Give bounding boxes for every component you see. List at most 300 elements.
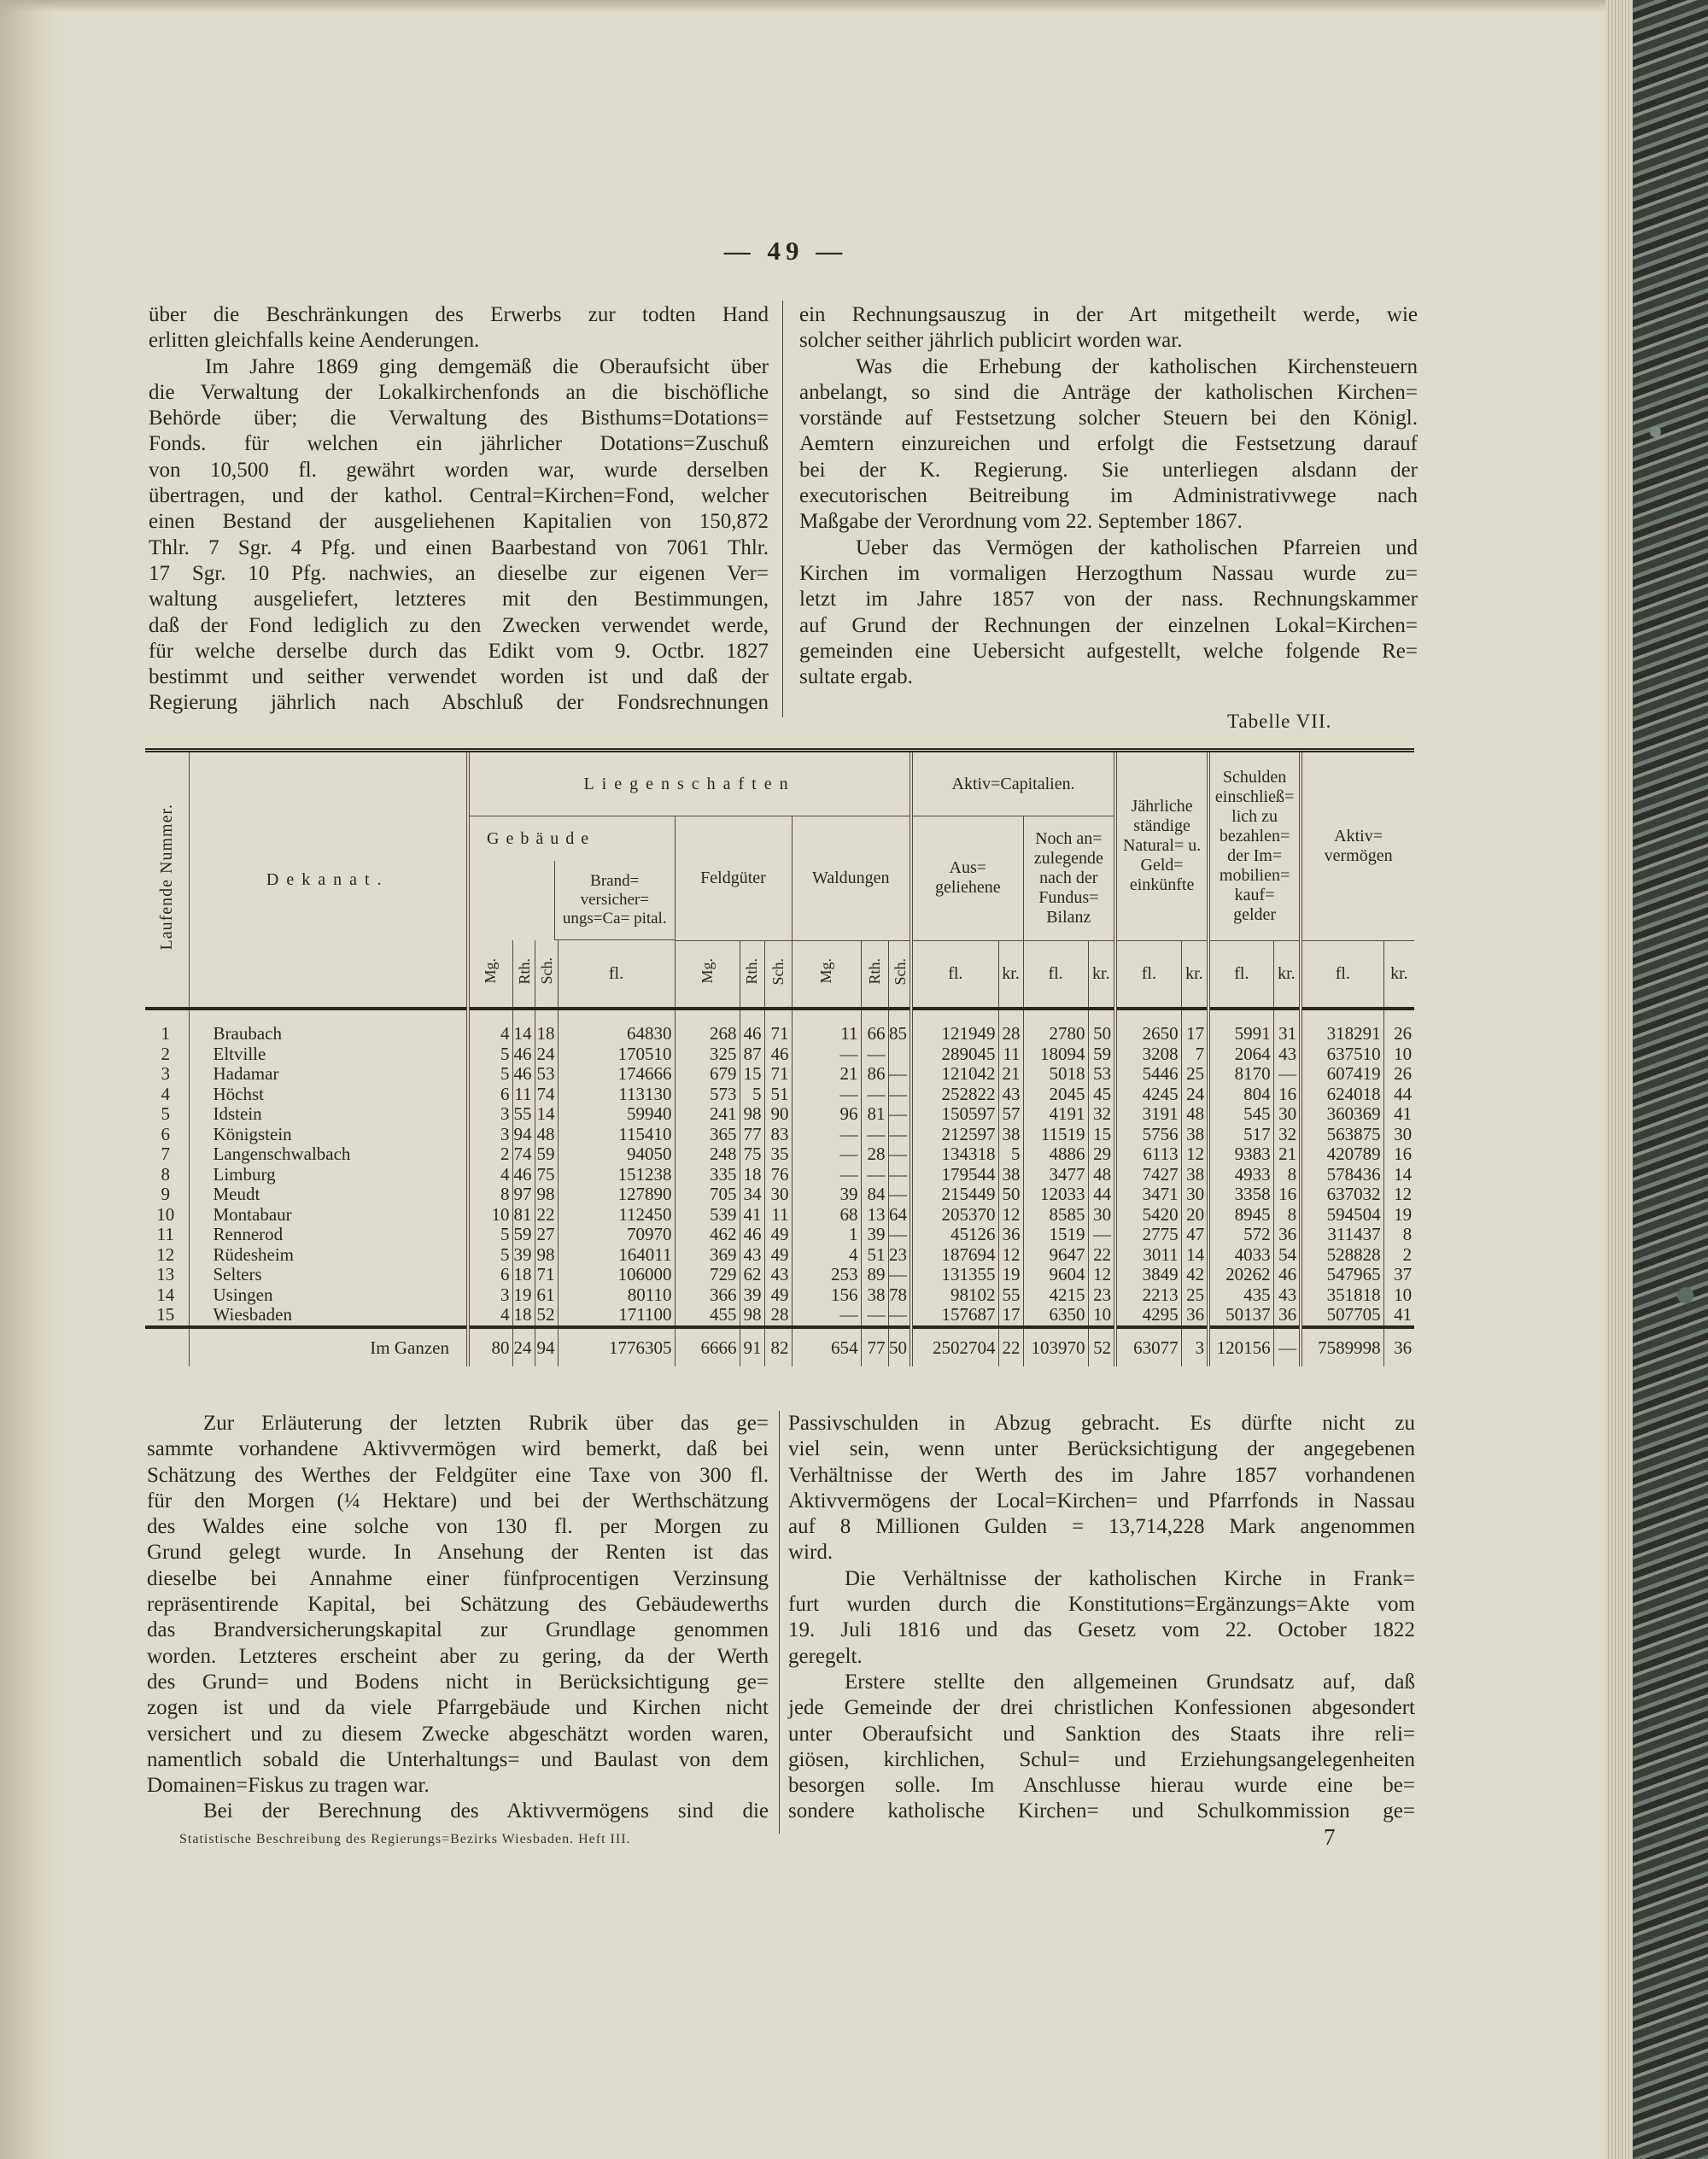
text-line: von 10,500 fl. gewährt worden war, wurde derselben xyxy=(149,458,769,482)
waldungen-mg: — xyxy=(792,1144,861,1165)
ausgeliehene-kr: 28 xyxy=(998,1024,1023,1044)
table-row xyxy=(145,1144,1414,1165)
feldgueter-mg: 539 xyxy=(675,1205,740,1226)
gebaeude-sch: 75 xyxy=(535,1165,558,1185)
aktivvermoegen-kr: 16 xyxy=(1383,1144,1414,1165)
text-line: Kirchen im vormaligen Herzogthum Nassau wurde zu= xyxy=(799,561,1418,585)
einkuenfte-fl: 2650 xyxy=(1115,1024,1181,1044)
text-line: sammte vorhandene Aktivvermögen wird bemerkt, daß bei xyxy=(147,1437,769,1461)
noch-anzulegende-kr: 48 xyxy=(1088,1165,1115,1185)
einkuenfte-fl: 5756 xyxy=(1115,1125,1181,1145)
unit-label: Mg. xyxy=(698,958,716,984)
dekanat-name: Usingen xyxy=(189,1285,468,1306)
header-laufende-nummer xyxy=(145,751,189,1009)
row-number: 12 xyxy=(156,1244,175,1265)
text-line: Regierung jährlich nach Abschluß der Fondsrechnungen xyxy=(149,691,769,715)
table-row xyxy=(145,1085,1414,1105)
einkuenfte-fl: 3849 xyxy=(1115,1265,1181,1285)
header-aktivvermoegen: Aktiv= vermögen xyxy=(1301,751,1414,941)
schulden-fl: 8945 xyxy=(1208,1205,1273,1226)
waldungen-sch: — xyxy=(888,1185,911,1205)
noch-anzulegende-kr: 22 xyxy=(1088,1245,1115,1266)
waldungen-rth: 51 xyxy=(861,1245,888,1266)
aktivvermoegen-kr: 8 xyxy=(1383,1225,1414,1245)
noch-anzulegende-fl: 12033 xyxy=(1023,1185,1088,1205)
feldgueter-rth: 98 xyxy=(740,1305,764,1327)
waldungen-sch: — xyxy=(888,1064,911,1085)
noch-anzulegende-fl: 18094 xyxy=(1023,1044,1088,1065)
einkuenfte-kr: 47 xyxy=(1181,1225,1208,1245)
aktivvermoegen-kr: 41 xyxy=(1383,1305,1414,1327)
page-number: — 49 — xyxy=(723,236,848,266)
table-row xyxy=(145,1024,1414,1044)
text-line: jede Gemeinde der drei christlichen Konfessionen abgesondert xyxy=(788,1696,1415,1720)
gebaeude-rth: 18 xyxy=(512,1305,535,1327)
einkuenfte-kr: 7 xyxy=(1181,1044,1208,1065)
einkuenfte-fl: 4245 xyxy=(1115,1085,1181,1105)
einkuenfte-fl: 3208 xyxy=(1115,1044,1181,1065)
gebaeude-rth: 39 xyxy=(512,1245,535,1266)
dekanat-name: Meudt xyxy=(189,1185,468,1205)
header-laufende-nummer-label: Laufende Nummer. xyxy=(156,804,176,951)
footer-series-title: Statistische Beschreibung des Regierungs=Bezirks Wiesbaden. Heft III. xyxy=(179,1832,631,1846)
gebaeude-rth: 46 xyxy=(512,1044,535,1065)
noch-anzulegende-fl: 9604 xyxy=(1023,1265,1088,1285)
ausgeliehene-fl: 150597 xyxy=(911,1104,998,1125)
waldungen-sch: 50 xyxy=(888,1327,911,1366)
einkuenfte-kr: 48 xyxy=(1181,1104,1208,1125)
gebaeude-sch: 53 xyxy=(535,1064,558,1085)
schulden-fl: 20262 xyxy=(1208,1265,1273,1285)
aktivvermoegen-fl: 624018 xyxy=(1301,1085,1383,1105)
schulden-kr: 8 xyxy=(1273,1165,1301,1185)
schulden-kr: 30 xyxy=(1273,1104,1301,1125)
header-liegenschaften: Liegenschaften xyxy=(468,751,911,816)
einkuenfte-fl: 6113 xyxy=(1115,1144,1181,1165)
feldgueter-rth: 15 xyxy=(740,1064,764,1085)
waldungen-rth: — xyxy=(861,1165,888,1185)
schulden-kr: — xyxy=(1273,1327,1301,1366)
unit-label: Mg. xyxy=(482,958,500,984)
ausgeliehene-fl: 134318 xyxy=(911,1144,998,1165)
ausgeliehene-kr: 5 xyxy=(998,1144,1023,1165)
feldgueter-sch: 49 xyxy=(764,1245,792,1266)
unit-label: Sch. xyxy=(537,957,555,985)
einkuenfte-fl: 5446 xyxy=(1115,1064,1181,1085)
aktivvermoegen-fl: 637032 xyxy=(1301,1185,1383,1205)
einkuenfte-fl: 3191 xyxy=(1115,1104,1181,1125)
page-top-edge xyxy=(0,0,1633,12)
text-line: sondere katholische Kirchen= und Schulkommission ge= xyxy=(788,1799,1415,1823)
feldgueter-sch: 46 xyxy=(764,1044,792,1065)
unit-header: kr. xyxy=(998,940,1023,1009)
unit-header: fl. xyxy=(558,940,675,1009)
schulden-fl: 3358 xyxy=(1208,1185,1273,1205)
unit-label: Rth. xyxy=(743,957,761,985)
ausgeliehene-kr: 55 xyxy=(998,1285,1023,1306)
feldgueter-sch: 30 xyxy=(764,1185,792,1205)
waldungen-sch: 23 xyxy=(888,1245,911,1266)
unit-header xyxy=(740,940,764,1009)
text-line: Bei der Berechnung des Aktivvermögens sind die xyxy=(203,1799,769,1823)
brandversicherung-fl: 70970 xyxy=(558,1225,675,1245)
feldgueter-rth: 43 xyxy=(740,1245,764,1266)
unit-header xyxy=(764,940,792,1009)
gebaeude-rth: 46 xyxy=(512,1165,535,1185)
unit-label: Rth. xyxy=(515,957,533,985)
text-line: Thlr. 7 Sgr. 4 Pfg. und einen Baarbestand von 7061 Thlr. xyxy=(149,535,769,559)
ausgeliehene-kr: 36 xyxy=(998,1225,1023,1245)
feldgueter-mg: 462 xyxy=(675,1225,740,1245)
feldgueter-sch: 71 xyxy=(764,1064,792,1085)
schulden-kr: 36 xyxy=(1273,1225,1301,1245)
unit-header xyxy=(512,940,535,1009)
text-line: über die Beschränkungen des Erwerbs zur todten Hand xyxy=(149,303,769,326)
ausgeliehene-kr: 21 xyxy=(998,1064,1023,1085)
schulden-fl: 435 xyxy=(1208,1285,1273,1306)
aktivvermoegen-kr: 19 xyxy=(1383,1205,1414,1226)
text-line: Aemtern einzureichen und erfolgt die Festsetzung darauf xyxy=(799,432,1418,456)
page-shadow xyxy=(0,0,60,2159)
unit-header: fl. xyxy=(1115,940,1181,1009)
aktivvermoegen-fl: 420789 xyxy=(1301,1144,1383,1165)
waldungen-mg: — xyxy=(792,1125,861,1145)
aktivvermoegen-fl: 637510 xyxy=(1301,1044,1383,1065)
waldungen-rth: 39 xyxy=(861,1225,888,1245)
brandversicherung-fl: 94050 xyxy=(558,1144,675,1165)
row-number: 1 xyxy=(161,1024,170,1044)
aktivvermoegen-fl: 578436 xyxy=(1301,1165,1383,1185)
gebaeude-sch: 71 xyxy=(535,1265,558,1285)
waldungen-sch: 64 xyxy=(888,1205,911,1226)
waldungen-sch: — xyxy=(888,1305,911,1327)
schulden-fl: 4933 xyxy=(1208,1165,1273,1185)
unit-header: fl. xyxy=(1208,940,1273,1009)
aktivvermoegen-fl: 351818 xyxy=(1301,1285,1383,1306)
schulden-kr: 8 xyxy=(1273,1205,1301,1226)
text-line: furt wurden durch die Konstitutions=Ergänzungs=Akte vom xyxy=(788,1593,1415,1617)
feldgueter-mg: 335 xyxy=(675,1165,740,1185)
header-brandversicherung: Brand= versicher= ungs=Ca= pital. xyxy=(554,861,675,940)
einkuenfte-kr: 20 xyxy=(1181,1205,1208,1226)
waldungen-mg: 654 xyxy=(792,1327,861,1366)
feldgueter-rth: 18 xyxy=(740,1165,764,1185)
text-line: repräsentirende Kapital, bei Schätzung des Gebäudewerths xyxy=(147,1593,769,1617)
header-jaehrliche-einkuenfte: Jährliche ständige Natural= u. Geld= einkünfte xyxy=(1115,751,1208,941)
text-line: Was die Erhebung der katholischen Kirchensteuern xyxy=(856,354,1418,378)
einkuenfte-kr: 14 xyxy=(1181,1245,1208,1266)
waldungen-rth: 84 xyxy=(861,1185,888,1205)
schulden-fl: 2064 xyxy=(1208,1044,1273,1065)
ausgeliehene-fl: 187694 xyxy=(911,1245,998,1266)
aktivvermoegen-kr: 36 xyxy=(1383,1327,1414,1366)
waldungen-rth: — xyxy=(861,1305,888,1327)
brandversicherung-fl: 115410 xyxy=(558,1125,675,1145)
text-line: bei der K. Regierung. Sie unterliegen alsdann der xyxy=(799,458,1418,482)
gebaeude-mg: 2 xyxy=(468,1144,512,1165)
text-line: das Brandversicherungskapital zur Grundlage genommen xyxy=(147,1618,769,1642)
ausgeliehene-fl: 98102 xyxy=(911,1285,998,1306)
einkuenfte-fl: 5420 xyxy=(1115,1205,1181,1226)
einkuenfte-fl: 2213 xyxy=(1115,1285,1181,1306)
aktivvermoegen-fl: 360369 xyxy=(1301,1104,1383,1125)
gebaeude-mg: 5 xyxy=(468,1225,512,1245)
noch-anzulegende-kr: 30 xyxy=(1088,1205,1115,1226)
text-column-bottom-left xyxy=(147,1411,769,1825)
feldgueter-mg: 705 xyxy=(675,1185,740,1205)
data-table xyxy=(145,748,1414,1366)
gebaeude-rth: 18 xyxy=(512,1265,535,1285)
waldungen-mg: — xyxy=(792,1165,861,1185)
book-binding xyxy=(1633,0,1708,2159)
waldungen-mg: 21 xyxy=(792,1064,861,1085)
aktivvermoegen-kr: 41 xyxy=(1383,1104,1414,1125)
noch-anzulegende-kr: 44 xyxy=(1088,1185,1115,1205)
table-row xyxy=(145,1104,1414,1125)
einkuenfte-kr: 36 xyxy=(1181,1305,1208,1327)
text-line: viel sein, wenn unter Berücksichtigung der angegebenen xyxy=(788,1437,1415,1461)
waldungen-mg: — xyxy=(792,1044,861,1065)
ausgeliehene-kr: 19 xyxy=(998,1265,1023,1285)
einkuenfte-kr: 30 xyxy=(1181,1185,1208,1205)
aktivvermoegen-fl: 311437 xyxy=(1301,1225,1383,1245)
feldgueter-sch: 35 xyxy=(764,1144,792,1165)
text-line: auf Grund der Rechnungen der einzelnen Lokal=Kirchen= xyxy=(799,613,1418,637)
feldgueter-rth: 87 xyxy=(740,1044,764,1065)
gebaeude-rth: 19 xyxy=(512,1285,535,1306)
page-edges xyxy=(1606,0,1633,2159)
aktivvermoegen-kr: 10 xyxy=(1383,1285,1414,1306)
aktivvermoegen-kr: 14 xyxy=(1383,1165,1414,1185)
feldgueter-mg: 268 xyxy=(675,1024,740,1044)
waldungen-sch: — xyxy=(888,1225,911,1245)
ausgeliehene-kr: 11 xyxy=(998,1044,1023,1065)
einkuenfte-fl: 3011 xyxy=(1115,1245,1181,1266)
waldungen-mg: 39 xyxy=(792,1185,861,1205)
schulden-kr: 43 xyxy=(1273,1285,1301,1306)
waldungen-sch: — xyxy=(888,1165,911,1185)
gebaeude-mg: 3 xyxy=(468,1104,512,1125)
text-line: Zur Erläuterung der letzten Rubrik über das ge= xyxy=(203,1412,769,1435)
feldgueter-sch: 49 xyxy=(764,1225,792,1245)
unit-header xyxy=(675,940,740,1009)
waldungen-rth: 13 xyxy=(861,1205,888,1226)
unit-header: fl. xyxy=(1301,940,1383,1009)
text-line: Domainen=Fiskus zu tragen war. xyxy=(147,1774,430,1798)
ausgeliehene-fl: 45126 xyxy=(911,1225,998,1245)
brandversicherung-fl: 80110 xyxy=(558,1285,675,1306)
row-number: 5 xyxy=(161,1104,170,1124)
feldgueter-sch: 82 xyxy=(764,1327,792,1366)
unit-header xyxy=(861,940,888,1009)
ausgeliehene-fl: 179544 xyxy=(911,1165,998,1185)
gebaeude-rth: 74 xyxy=(512,1144,535,1165)
dekanat-name: Königstein xyxy=(189,1125,468,1145)
schulden-fl: 9383 xyxy=(1208,1144,1273,1165)
text-line: bestimmt und seither verwendet worden ist und daß der xyxy=(149,665,769,689)
feldgueter-mg: 6666 xyxy=(675,1327,740,1366)
noch-anzulegende-kr: 45 xyxy=(1088,1085,1115,1105)
gebaeude-sch: 14 xyxy=(535,1104,558,1125)
dekanat-name: Montabaur xyxy=(189,1205,468,1226)
unit-label: Rth. xyxy=(865,957,883,985)
table-label: Tabelle VII. xyxy=(1227,711,1332,732)
feldgueter-mg: 366 xyxy=(675,1285,740,1306)
table-row xyxy=(145,1285,1414,1306)
feldgueter-mg: 729 xyxy=(675,1265,740,1285)
gebaeude-sch: 94 xyxy=(535,1327,558,1366)
unit-header xyxy=(888,940,911,1009)
feldgueter-rth: 46 xyxy=(740,1225,764,1245)
waldungen-rth: 66 xyxy=(861,1024,888,1044)
text-line: übertragen, und der kathol. Central=Kirchen=Fond, welcher xyxy=(149,484,769,508)
gebaeude-sch: 22 xyxy=(535,1205,558,1226)
text-line: letzt im Jahre 1857 von der nass. Rechnungskammer xyxy=(799,588,1418,611)
ausgeliehene-fl: 252822 xyxy=(911,1085,998,1105)
gebaeude-sch: 48 xyxy=(535,1125,558,1145)
feldgueter-rth: 41 xyxy=(740,1205,764,1226)
text-line: Behörde über; die Verwaltung des Bisthums=Dotations= xyxy=(149,407,769,430)
schulden-kr: 21 xyxy=(1273,1144,1301,1165)
text-line: einen Bestand der ausgeliehenen Kapitalien von 150,872 xyxy=(149,510,769,534)
text-line: auf 8 Millionen Gulden = 13,714,228 Mark angenommen xyxy=(788,1515,1415,1539)
schulden-kr: 32 xyxy=(1273,1125,1301,1145)
text-line: 19. Juli 1816 und das Gesetz vom 22. October 1822 xyxy=(788,1618,1415,1642)
waldungen-mg: 253 xyxy=(792,1265,861,1285)
waldungen-rth: — xyxy=(861,1044,888,1065)
waldungen-mg: 68 xyxy=(792,1205,861,1226)
gebaeude-rth: 55 xyxy=(512,1104,535,1125)
noch-anzulegende-fl: 4215 xyxy=(1023,1285,1088,1306)
gebaeude-mg: 6 xyxy=(468,1265,512,1285)
einkuenfte-fl: 2775 xyxy=(1115,1225,1181,1245)
column-divider xyxy=(782,301,783,717)
noch-anzulegende-kr: 29 xyxy=(1088,1144,1115,1165)
noch-anzulegende-kr: 10 xyxy=(1088,1305,1115,1327)
unit-header xyxy=(792,940,861,1009)
feldgueter-rth: 34 xyxy=(740,1185,764,1205)
table-row xyxy=(145,1225,1414,1245)
noch-anzulegende-fl: 8585 xyxy=(1023,1205,1088,1226)
text-line: ein Rechnungsauszug in der Art mitgetheilt werde, wie xyxy=(799,303,1418,326)
schulden-kr: 46 xyxy=(1273,1265,1301,1285)
ausgeliehene-fl: 289045 xyxy=(911,1044,998,1065)
gebaeude-rth: 46 xyxy=(512,1064,535,1085)
row-number: 8 xyxy=(161,1164,170,1185)
text-column-bottom-right xyxy=(788,1411,1415,1825)
brandversicherung-fl: 171100 xyxy=(558,1305,675,1327)
brandversicherung-fl: 127890 xyxy=(558,1185,675,1205)
aktivvermoegen-fl: 547965 xyxy=(1301,1265,1383,1285)
table-row xyxy=(145,1165,1414,1185)
feldgueter-sch: 90 xyxy=(764,1104,792,1125)
row-number: 11 xyxy=(156,1225,174,1244)
text-line: 17 Sgr. 10 Pfg. nachwies, an dieselbe zur eigenen Ver= xyxy=(149,561,769,585)
text-line: besorgen solle. Im Anschlusse hierau wurde eine be= xyxy=(788,1774,1415,1798)
einkuenfte-kr: 17 xyxy=(1181,1024,1208,1044)
schulden-fl: 5991 xyxy=(1208,1024,1273,1044)
noch-anzulegende-fl: 103970 xyxy=(1023,1327,1088,1366)
einkuenfte-kr: 38 xyxy=(1181,1125,1208,1145)
dekanat-name: Hadamar xyxy=(189,1064,468,1085)
ausgeliehene-fl: 2502704 xyxy=(911,1327,998,1366)
text-line: wird. xyxy=(788,1541,834,1565)
noch-anzulegende-fl: 9647 xyxy=(1023,1245,1088,1266)
unit-header xyxy=(535,940,558,1009)
gebaeude-sch: 74 xyxy=(535,1085,558,1105)
noch-anzulegende-kr: 52 xyxy=(1088,1327,1115,1366)
text-line: versichert und zu diesem Zwecke abgeschätzt worden waren, xyxy=(147,1722,769,1746)
row-number: 3 xyxy=(161,1064,170,1084)
einkuenfte-kr: 24 xyxy=(1181,1085,1208,1105)
feldgueter-mg: 365 xyxy=(675,1125,740,1145)
text-line: worden. Letzteres erscheint aber zu gering, da der Werth xyxy=(147,1644,769,1668)
brandversicherung-fl: 106000 xyxy=(558,1265,675,1285)
dekanat-name: Braubach xyxy=(189,1024,468,1044)
ausgeliehene-kr: 50 xyxy=(998,1185,1023,1205)
table-row xyxy=(145,1185,1414,1205)
einkuenfte-fl: 7427 xyxy=(1115,1165,1181,1185)
header-noch-anzulegende: Noch an= zulegende nach der Fundus= Bilanz xyxy=(1023,816,1115,941)
table-row xyxy=(145,1305,1414,1327)
header-ausgeliehene: Aus= geliehene xyxy=(911,816,1023,941)
noch-anzulegende-fl: 2045 xyxy=(1023,1085,1088,1105)
ausgeliehene-fl: 212597 xyxy=(911,1125,998,1145)
text-line: Verhältnisse der Werth des im Jahre 1857 vorhandenen xyxy=(788,1463,1415,1487)
gebaeude-rth: 11 xyxy=(512,1085,535,1105)
ausgeliehene-kr: 43 xyxy=(998,1085,1023,1105)
text-line: daß der Fond lediglich zu den Zwecken verwendet werde, xyxy=(149,613,769,637)
text-line: sultate ergab. xyxy=(799,665,913,689)
row-number: 7 xyxy=(161,1144,170,1164)
table-row xyxy=(145,1265,1414,1285)
text-line: für welche derselbe durch das Edikt vom 9. Octbr. 1827 xyxy=(149,639,769,663)
waldungen-rth: — xyxy=(861,1085,888,1105)
feldgueter-rth: 77 xyxy=(740,1125,764,1145)
feldgueter-sch: 28 xyxy=(764,1305,792,1327)
ausgeliehene-kr: 12 xyxy=(998,1245,1023,1266)
schulden-fl: 120156 xyxy=(1208,1327,1273,1366)
unit-header: kr. xyxy=(1273,940,1301,1009)
feldgueter-rth: 46 xyxy=(740,1024,764,1044)
einkuenfte-fl: 3471 xyxy=(1115,1185,1181,1205)
text-line: Ueber das Vermögen der katholischen Pfarreien und xyxy=(856,535,1418,559)
aktivvermoegen-kr: 44 xyxy=(1383,1085,1414,1105)
text-line: gemeinden eine Uebersicht aufgestellt, welche folgende Re= xyxy=(799,639,1418,663)
text-line: Grund gelegt wurde. In Ansehung der Renten ist das xyxy=(147,1541,769,1565)
feldgueter-mg: 679 xyxy=(675,1064,740,1085)
gebaeude-mg: 3 xyxy=(468,1285,512,1306)
row-number: 9 xyxy=(161,1185,170,1204)
dekanat-name: Höchst xyxy=(189,1085,468,1105)
gebaeude-sch: 52 xyxy=(535,1305,558,1327)
aktivvermoegen-kr: 26 xyxy=(1383,1064,1414,1085)
ausgeliehene-fl: 121949 xyxy=(911,1024,998,1044)
schulden-fl: 517 xyxy=(1208,1125,1273,1145)
aktivvermoegen-fl: 507705 xyxy=(1301,1305,1383,1327)
aktivvermoegen-fl: 607419 xyxy=(1301,1064,1383,1085)
gebaeude-mg: 4 xyxy=(468,1024,512,1044)
feldgueter-mg: 455 xyxy=(675,1305,740,1327)
feldgueter-sch: 76 xyxy=(764,1165,792,1185)
schulden-fl: 572 xyxy=(1208,1225,1273,1245)
text-line: vorstände auf Festsetzung solcher Steuern bei den Königl. xyxy=(799,407,1418,430)
header-schulden: Schulden einschließ= lich zu bezahlen= der Im= mobilien= kauf= gelder xyxy=(1208,751,1301,941)
text-line: des Waldes eine solche von 130 fl. per Morgen zu xyxy=(147,1515,769,1539)
text-column-top-right xyxy=(799,302,1418,690)
feldgueter-mg: 248 xyxy=(675,1144,740,1165)
feldgueter-mg: 573 xyxy=(675,1085,740,1105)
